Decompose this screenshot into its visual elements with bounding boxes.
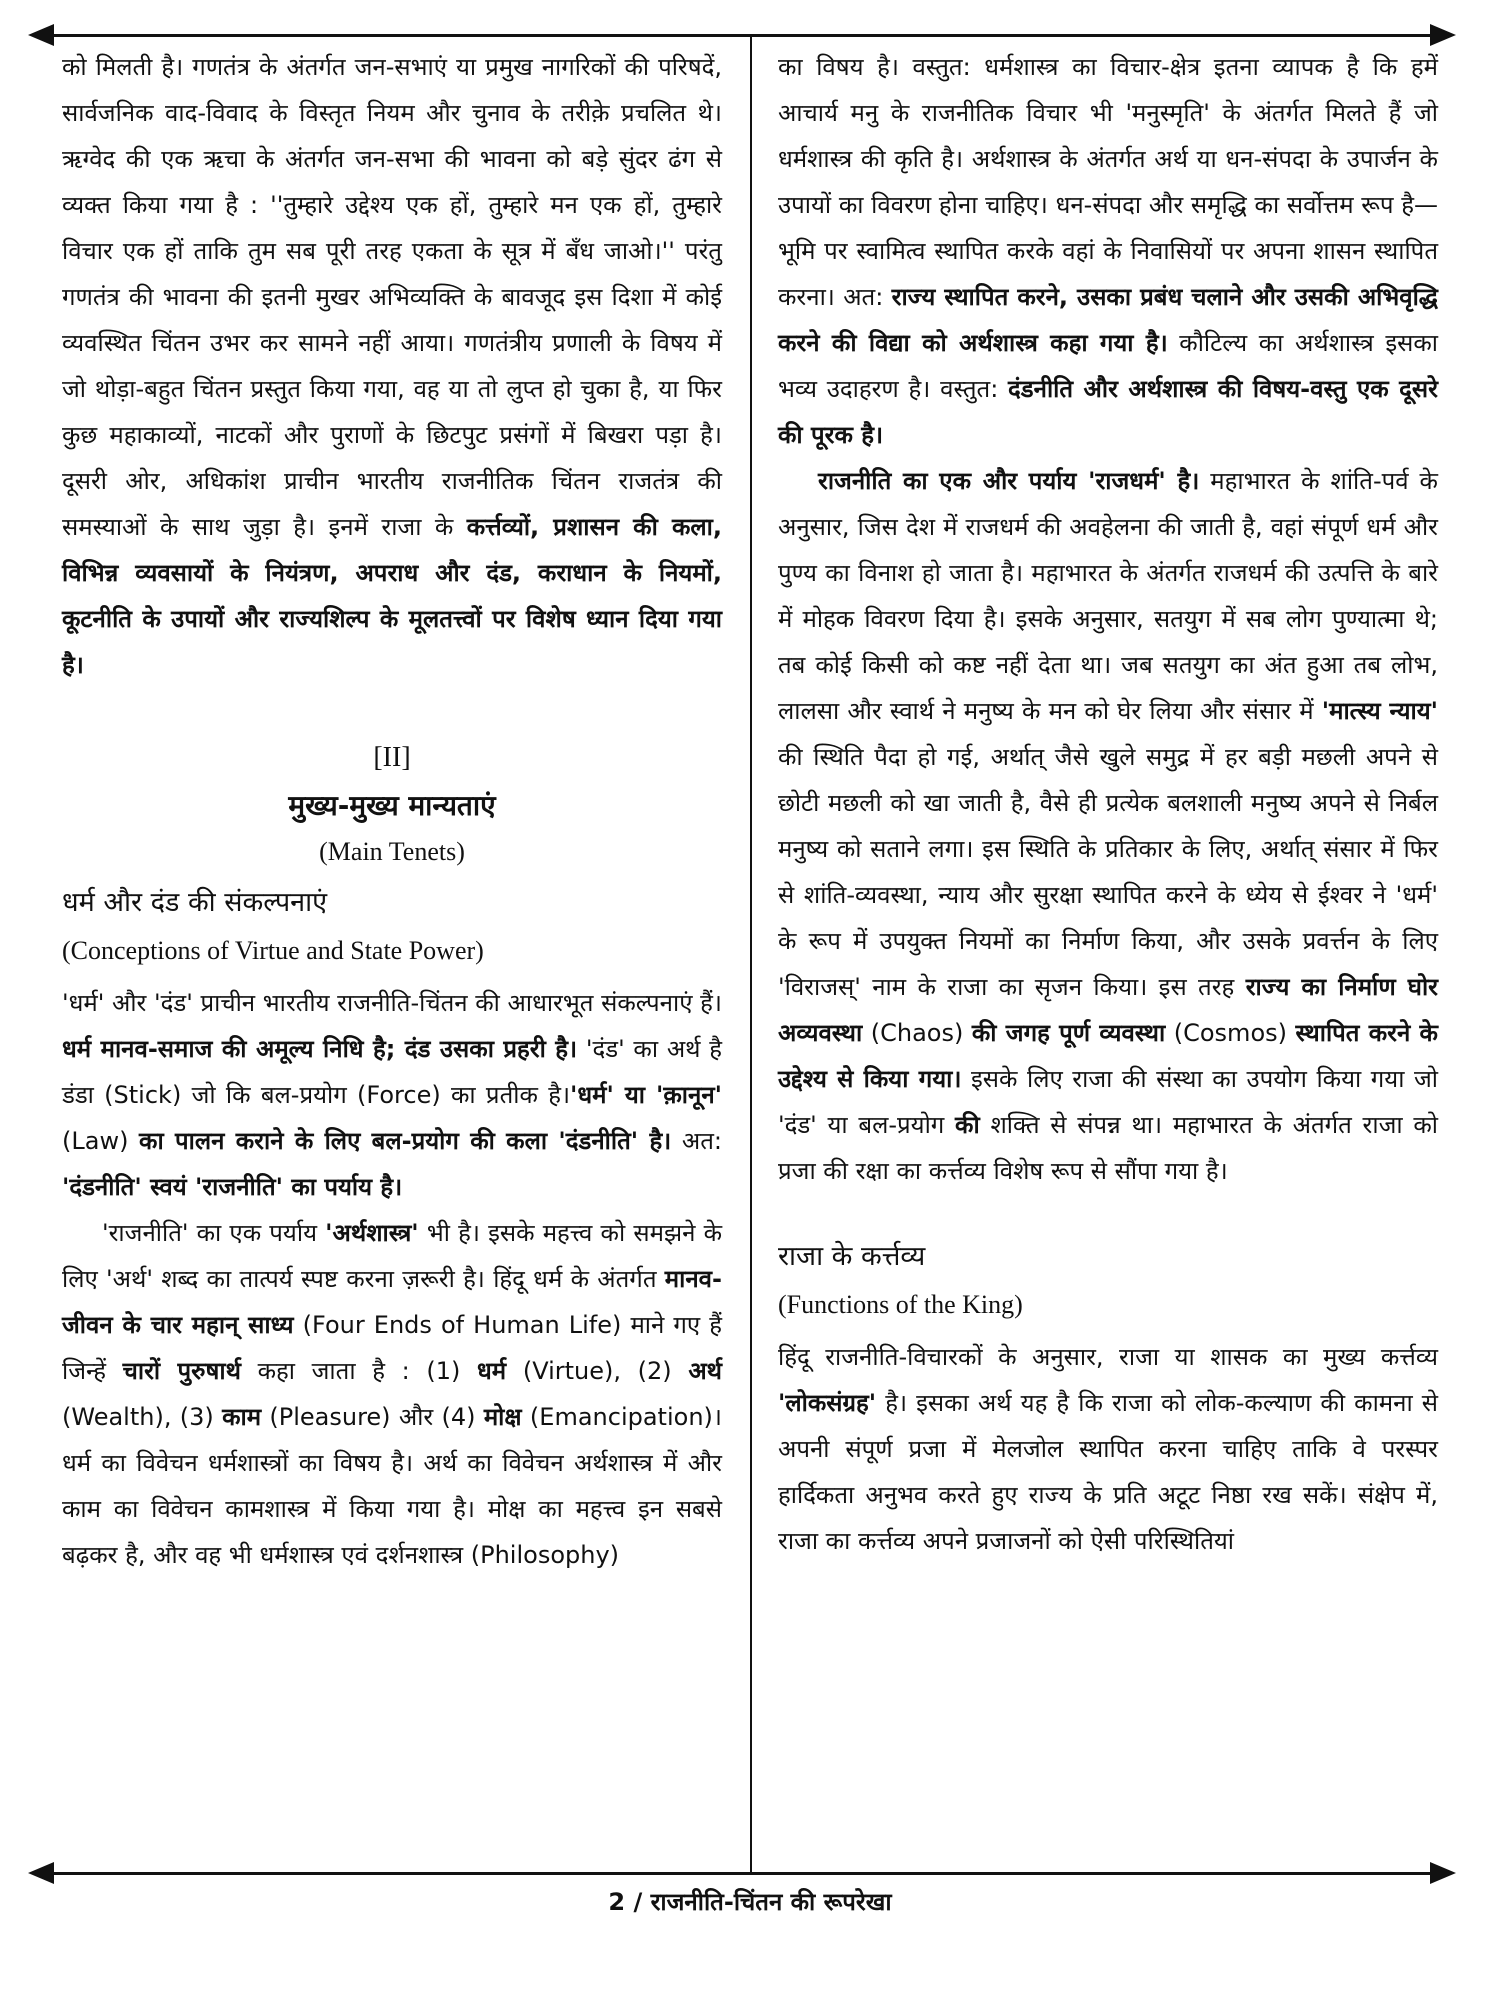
page-footer: 2 / राजनीति-चिंतन की रूपरेखा <box>608 1888 892 1916</box>
right-paragraph-1: का विषय है। वस्तुत: धर्मशास्त्र का विचार-क्षेत्र इतना व्यापक है कि हमें आचार्य मनु के राजनीतिक विचार भी 'मनुस्मृति' के अंतर्गत मिलते हैं जो धर्मशास्त्र की कृति है। अर्थशास्त्र के अंतर्गत अर्थ या धन-संपदा के उपार्जन के उपायों का विवरण होना चाहिए। धन-संपदा और समृद्धि का सर्वोत्तम रूप है—भूमि पर स्वामित्व स्थापित करके वहां के निवासियों पर अपना शासन स्थापित करना। अत: राज्य स्थापित करने, उसका प्रबंध चलाने और उसकी अभिवृद्धि करने की विद्या को अर्थशास्त्र कहा गया है। कौटिल्य का अर्थशास्त्र इसका भव्य उदाहरण है। वस्तुत: दंडनीति और अर्थशास्त्र की विषय-वस्तु एक दूसरे की पूरक है। <box>778 53 1438 449</box>
section-title: मुख्य-मुख्य मान्यताएं <box>288 789 496 822</box>
left-column <box>62 44 722 1578</box>
left-paragraph-2: 'धर्म' और 'दंड' प्राचीन भारतीय राजनीति-चिंतन की आधारभूत संकल्पनाएं हैं। धर्म मानव-समाज की अमूल्य निधि है; दंड उसका प्रहरी है। 'दंड' का अर्थ है डंडा (Stick) जो कि बल-प्रयोग (Force) का प्रतीक है।'धर्म' या 'क़ानून' (Law) का पालन कराने के लिए बल-प्रयोग की कला 'दंडनीति' है। अत: 'दंडनीति' स्वयं 'राजनीति' का पर्याय है। <box>62 989 722 1201</box>
subheading-dharma-danda-english: (Conceptions of Virtue and State Power) <box>62 936 484 965</box>
left-paragraph-1: को मिलती है। गणतंत्र के अंतर्गत जन-सभाएं या प्रमुख नागरिकों की परिषदें, सार्वजनिक वाद-विवाद के विस्तृत नियम और चुनाव के तरीक़े प्रचलित थे। ऋग्वेद की एक ऋचा के अंतर्गत जन-सभा की भावना को बड़े सुंदर ढंग से व्यक्त किया गया है : ''तुम्हारे उद्देश्य एक हों, तुम्हारे मन एक हों, तुम्हारे विचार एक हों ताकि तुम सब पूरी तरह एकता के सूत्र में बँध जाओ।'' परंतु गणतंत्र की भावना की इतनी मुखर अभिव्यक्ति के बावजूद इस दिशा में कोई व्यवस्थित चिंतन उभर कर सामने नहीं आया। गणतंत्रीय प्रणाली के विषय में जो थोड़ा-बहुत चिंतन प्रस्तुत किया गया, वह या तो लुप्त हो चुका है, या फिर कुछ महाकाव्यों, नाटकों और पुराणों के छिटपुट प्रसंगों में बिखरा पड़ा है। दूसरी ओर, अधिकांश प्राचीन भारतीय राजनीतिक चिंतन राजतंत्र की समस्याओं के साथ जुड़ा है। इनमें राजा के कर्त्तव्यों, प्रशासन की कला, विभिन्न व्यवसायों के नियंत्रण, अपराध और दंड, कराधान के नियमों, कूटनीति के उपायों और राज्यशिल्प के मूलतत्त्वों पर विशेष ध्यान दिया गया है। <box>62 53 722 679</box>
bottom-rule <box>50 1872 1430 1875</box>
section-number: [II] <box>373 742 411 773</box>
right-paragraph-3: हिंदू राजनीति-विचारकों के अनुसार, राजा या शासक का मुख्य कर्त्तव्य 'लोकसंग्रह' है। इसका अर्थ यह है कि राजा को लोक-कल्याण की कामना से अपनी संपूर्ण प्रजा में मेलजोल स्थापित करना चाहिए ताकि वे परस्पर हार्दिकता अनुभव करते हुए राज्य के प्रति अटूट निष्ठा रख सकें। संक्षेप में, राजा का कर्त्तव्य अपने प्रजाजनों को ऐसी परिस्थितियां <box>778 1343 1438 1555</box>
column-divider <box>750 34 752 1874</box>
subheading-king-functions: राजा के कर्त्तव्य <box>778 1241 926 1272</box>
top-right-arrow <box>1430 24 1456 46</box>
bottom-left-arrow <box>28 1862 54 1884</box>
left-paragraph-3: 'राजनीति' का एक पर्याय 'अर्थशास्त्र' भी है। इसके महत्त्व को समझने के लिए 'अर्थ' शब्द का तात्पर्य स्पष्ट करना ज़रूरी है। हिंदू धर्म के अंतर्गत मानव-जीवन के चार महान् साध्य (Four Ends of Human Life) माने गए हैं जिन्हें चारों पुरुषार्थ कहा जाता है : (1) धर्म (Virtue), (2) अर्थ (Wealth), (3) काम (Pleasure) और (4) मोक्ष (Emancipation)। धर्म का विवेचन धर्मशास्त्रों का विषय है। अर्थ का विवेचन अर्थशास्त्र में और काम का विवेचन कामशास्त्र में किया गया है। मोक्ष का महत्त्व इन सबसे बढ़कर है, और वह भी धर्मशास्त्र एवं दर्शनशास्त्र (Philosophy) <box>62 1219 723 1569</box>
subheading-king-functions-english: (Functions of the King) <box>778 1290 1023 1319</box>
top-rule <box>50 34 1430 37</box>
top-left-arrow <box>28 24 54 46</box>
subheading-dharma-danda: धर्म और दंड की संकल्पनाएं <box>62 887 328 918</box>
right-column <box>778 44 1438 1564</box>
bottom-right-arrow <box>1430 1862 1456 1884</box>
right-paragraph-2: राजनीति का एक और पर्याय 'राजधर्म' है। महाभारत के शांति-पर्व के अनुसार, जिस देश में राजधर्म की अवहेलना की जाती है, वहां संपूर्ण धर्म और पुण्य का विनाश हो जाता है। महाभारत के अंतर्गत राजधर्म की उत्पत्ति के बारे में मोहक विवरण दिया है। इसके अनुसार, सतयुग में सब लोग पुण्यात्मा थे; तब कोई किसी को कष्ट नहीं देता था। जब सतयुग का अंत हुआ तब लोभ, लालसा और स्वार्थ ने मनुष्य के मन को घेर लिया और संसार में 'मात्स्य न्याय' की स्थिति पैदा हो गई, अर्थात् जैसे खुले समुद्र में हर बड़ी मछली अपने से छोटी मछली को खा जाती है, वैसे ही प्रत्येक बलशाली मनुष्य अपने से निर्बल मनुष्य को सताने लगा। इस स्थिति के प्रतिकार के लिए, अर्थात् संसार में फिर से शांति-व्यवस्था, न्याय और सुरक्षा स्थापित करने के ध्येय से ईश्वर ने 'धर्म' के रूप में उपयुक्त नियमों का निर्माण किया, और उसके प्रवर्त्तन के लिए 'विराजस्' नाम के राजा का सृजन किया। इस तरह राज्य का निर्माण घोर अव्यवस्था (Chaos) की जगह पूर्ण व्यवस्था (Cosmos) स्थापित करने के उद्देश्य से किया गया। इसके लिए राजा की संस्था का उपयोग किया गया जो 'दंड' या बल-प्रयोग की शक्ति से संपन्न था। महाभारत के अंतर्गत राजा को प्रजा की रक्षा का कर्त्तव्य विशेष रूप से सौंपा गया है। <box>778 467 1438 1185</box>
section-title-english: (Main Tenets) <box>319 837 465 866</box>
